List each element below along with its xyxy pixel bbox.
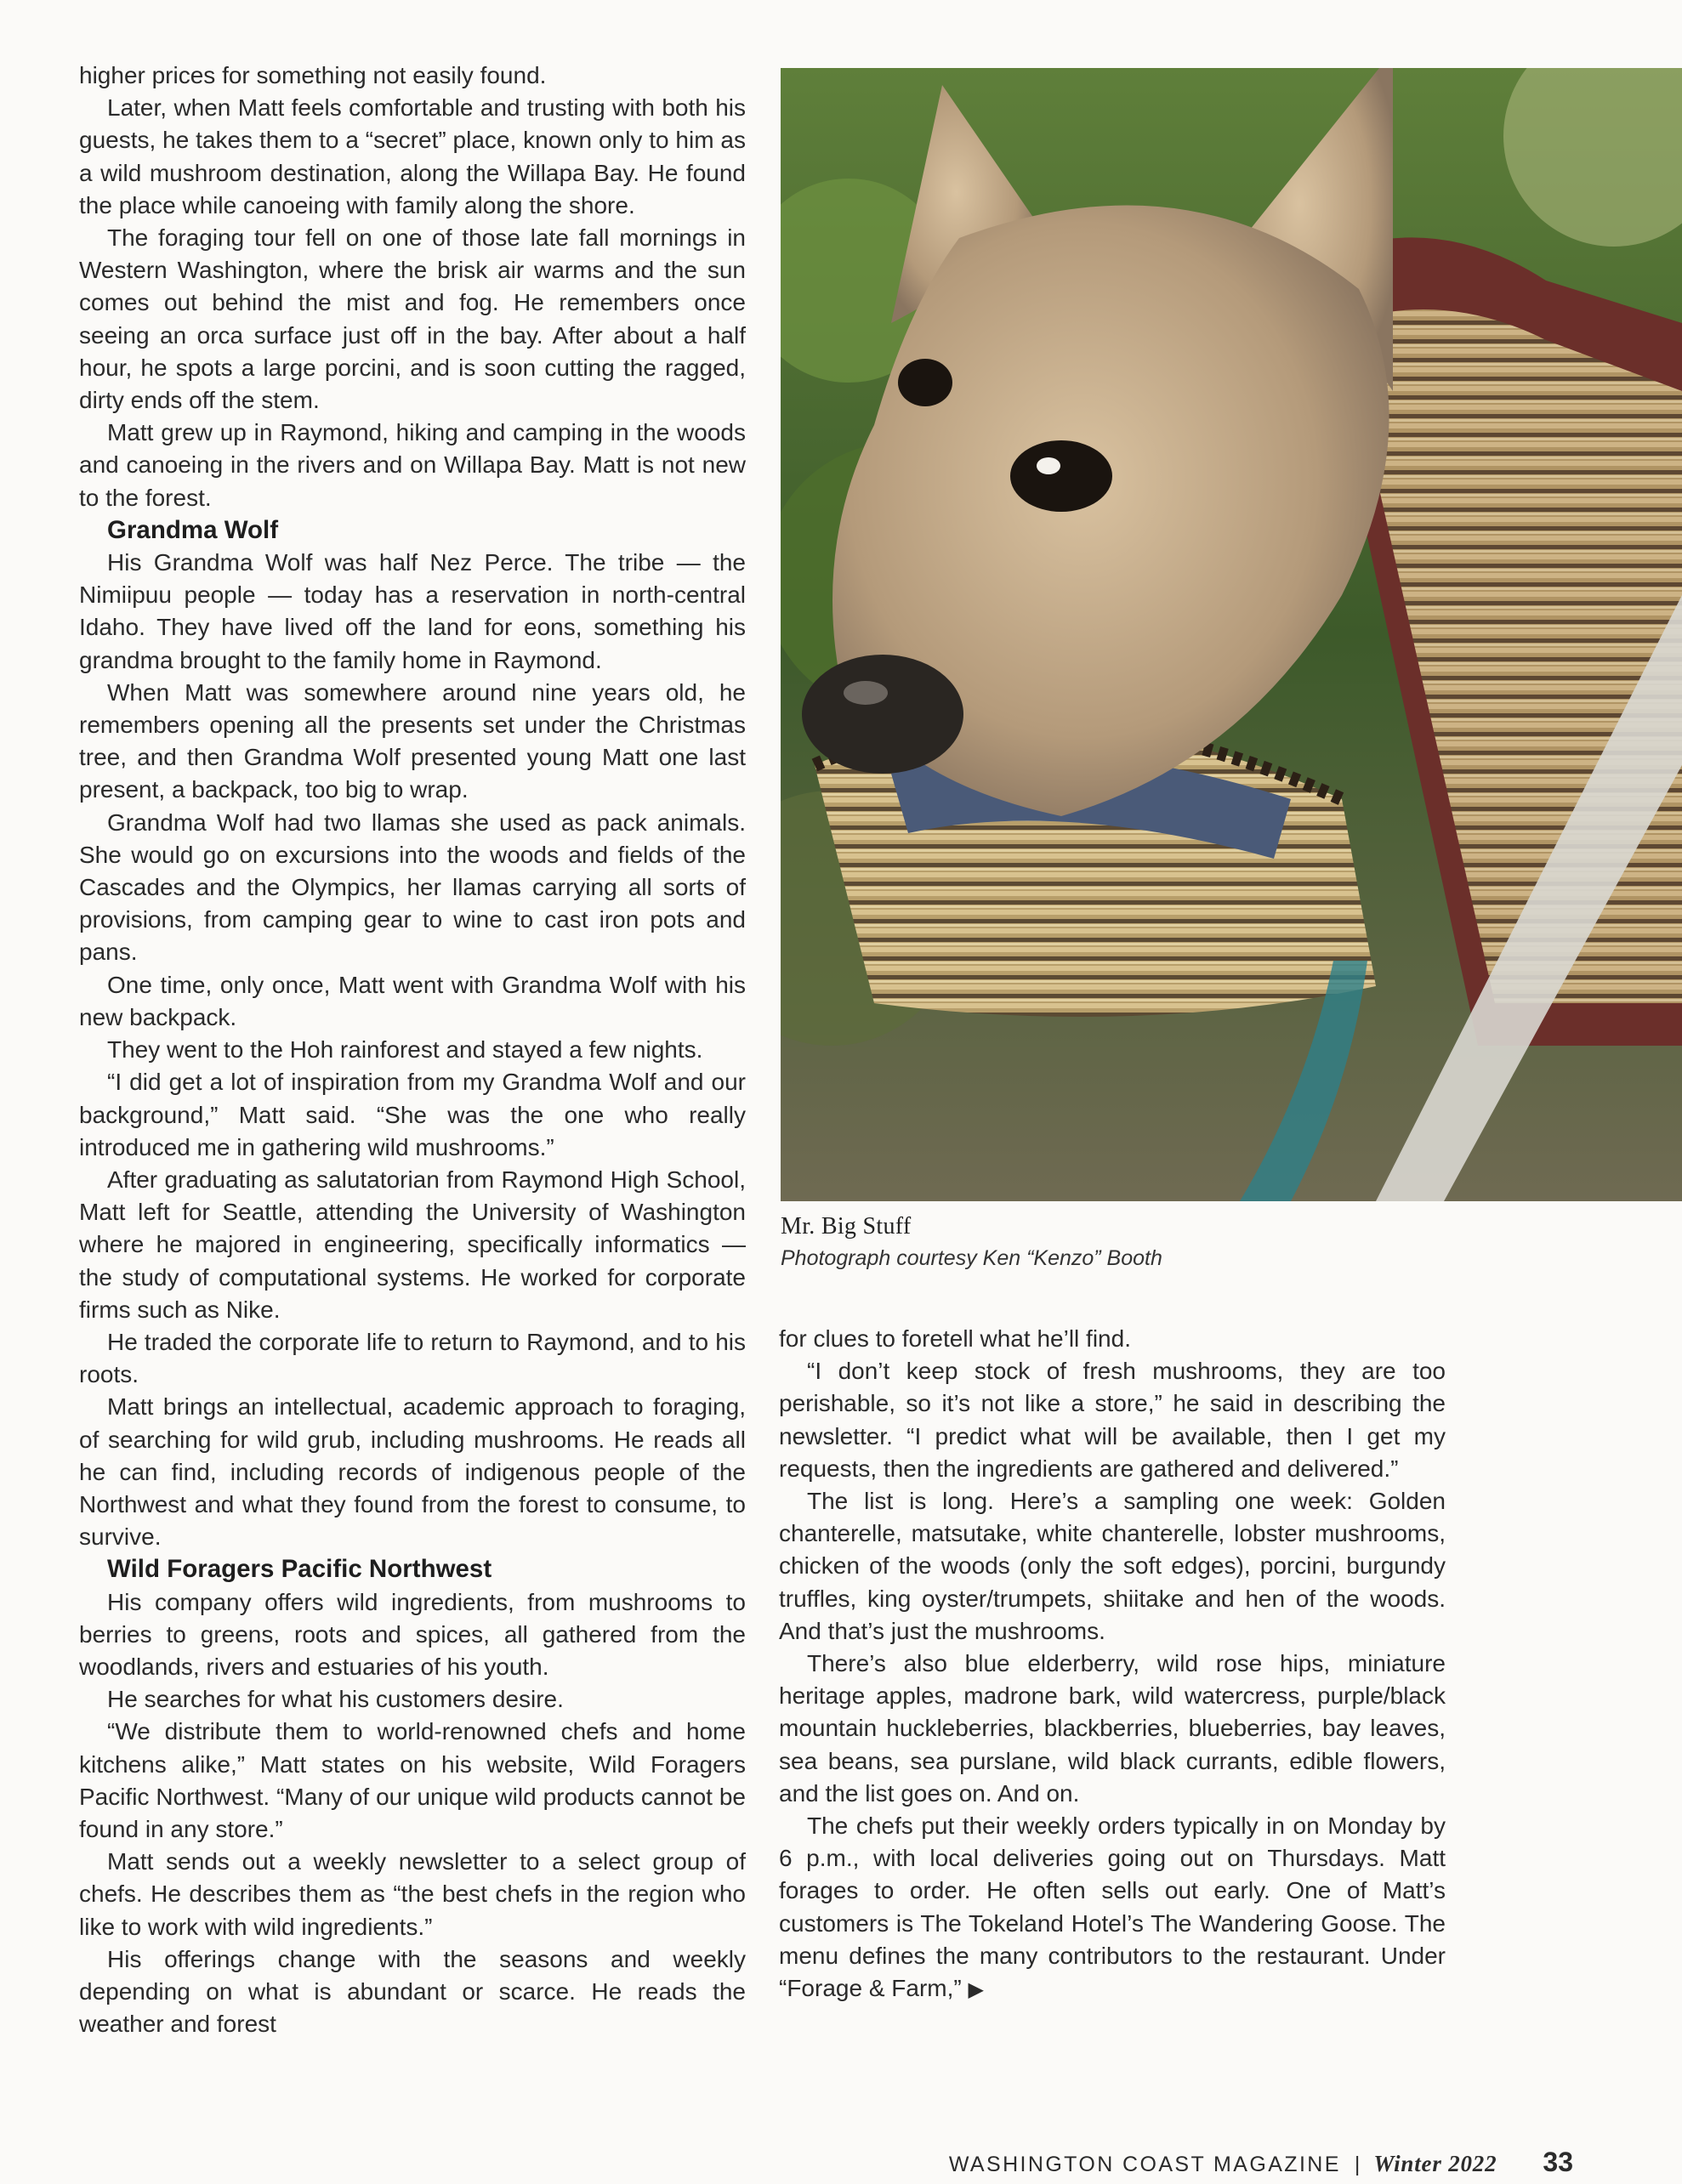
- paragraph: higher prices for something not easily found.: [79, 62, 547, 88]
- paragraph: Grandma Wolf had two llamas she used as pack animals. She would go on excursions into the woods and fields of the Cascades and the Olympics, her llamas carrying all sorts of provisions, from camping gear to wine to cast iron pots and pans.: [79, 808, 746, 966]
- paragraph: Later, when Matt feels comfortable and trusting with both his guests, he takes them to a “secret” place, known only to him as a wild mushroom destination, along the Willapa Bay. He found the place while canoeing with family along the shore.: [79, 94, 746, 218]
- continue-arrow-icon: ▶: [968, 1978, 984, 2002]
- paragraph: His company offers wild ingredients, from mushrooms to berries to greens, roots and spices, all gathered from the woodlands, rivers and estuaries of his youth.: [79, 1588, 746, 1680]
- paragraph: He traded the corporate life to return to Raymond, and to his roots.: [79, 1328, 746, 1388]
- right-article-column: [779, 1323, 1446, 2006]
- magazine-name: WASHINGTON COAST MAGAZINE: [948, 2153, 1341, 2176]
- footer-separator: |: [1354, 2153, 1361, 2176]
- paragraph: “I did get a lot of inspiration from my Grandma Wolf and our background,” Matt said. “She was the one who really introduced me in gathering wild mushrooms.”: [79, 1069, 746, 1160]
- paragraph: Matt brings an intellectual, academic approach to foraging, of searching for wild grub, including mushrooms. He reads all he can find, including records of indigenous people of the Northwest and what they found from the forest to consume, to survive.: [79, 1393, 746, 1551]
- paragraph: His Grandma Wolf was half Nez Perce. The tribe — the Nimiipuu people — today has a reservation in north-central Idaho. They have lived off the land for eons, something his grandma brought to the family home in Raymond.: [79, 549, 746, 673]
- photo-caption-title: Mr. Big Stuff: [781, 1213, 912, 1239]
- paragraph: “We distribute them to world-renowned chefs and home kitchens alike,” Matt states on his website, Wild Foragers Pacific Northwest. “Many of our unique wild products cannot be found in any store.”: [79, 1718, 746, 1842]
- paragraph: for clues to foretell what he’ll find.: [779, 1325, 1131, 1352]
- dog-in-basket-photo: [781, 68, 1682, 1201]
- page-number: 33: [1543, 2147, 1573, 2177]
- paragraph: After graduating as salutatorian from Raymond High School, Matt left for Seattle, attending the University of Washington where he majored in engineering, specifically informatics — the study of computational systems. He worked for corporate firms such as Nike.: [79, 1166, 746, 1323]
- paragraph: His offerings change with the seasons and weekly depending on what is abundant or scarce. He reads the weather and forest: [79, 1945, 746, 2038]
- page-footer: [940, 2147, 1573, 2184]
- paragraph: Matt grew up in Raymond, hiking and camping in the woods and canoeing in the rivers and on Willapa Bay. Matt is not new to the forest.: [79, 419, 746, 511]
- paragraph: “I don’t keep stock of fresh mushrooms, they are too perishable, so it’s not like a store,” he said in describing the newsletter. “I predict what will be available, then I get my requests, then the ingredients are gathered and delivered.”: [779, 1358, 1446, 1482]
- paragraph: They went to the Hoh rainforest and stayed a few nights.: [107, 1036, 703, 1064]
- paragraph: Matt sends out a weekly newsletter to a select group of chefs. He describes them as “the best chefs in the region who like to work with wild ingredients.”: [79, 1848, 746, 1940]
- section-heading: Grandma Wolf: [107, 515, 279, 544]
- paragraph: The foraging tour fell on one of those late fall mornings in Western Washington, where the brisk air warms and the sun comes out behind the mist and fog. He remembers once seeing an orca surface just off in the bay. After about a half hour, he spots a large porcini, and is soon cutting the ragged, dirty ends off the stem.: [79, 224, 746, 414]
- left-article-column: [79, 60, 746, 2040]
- dog-photo-illustration: [781, 68, 1682, 1201]
- issue-label: Winter 2022: [1373, 2151, 1497, 2176]
- paragraph-text: The chefs put their weekly orders typically in on Monday by 6 p.m., with local deliveries going out on Thursdays. Matt forages to order. He often sells out early. One of Matt’s customers is The Tokeland Hotel’s The Wandering Goose. The menu defines the many contributors to the restaurant. Under “Forage & Farm,”: [779, 1812, 1446, 2002]
- paragraph: There’s also blue elderberry, wild rose hips, miniature heritage apples, madrone bark, wild watercress, purple/black mountain huckleberries, blackberries, blueberries, bay leaves, sea beans, sea purslane, wild black currants, edible flowers, and the list goes on. And on.: [779, 1650, 1446, 1807]
- paragraph: The list is long. Here’s a sampling one week: Golden chanterelle, matsutake, white chanterelle, lobster mushrooms, chicken of the woods (only the soft edges), porcini, burgundy truffles, king oyster/trumpets, shiitake and hen of the woods. And that’s just the mushrooms.: [779, 1488, 1446, 1644]
- section-heading: Wild Foragers Pacific Northwest: [107, 1555, 492, 1584]
- paragraph: One time, only once, Matt went with Grandma Wolf with his new backpack.: [79, 971, 746, 1030]
- paragraph: [779, 1810, 1446, 2006]
- photo-credit: Photograph courtesy Ken “Kenzo” Booth: [781, 1246, 1162, 1270]
- paragraph: He searches for what his customers desire.: [107, 1686, 564, 1713]
- paragraph: When Matt was somewhere around nine years old, he remembers opening all the presents set under the Christmas tree, and then Grandma Wolf presented young Matt one last present, a backpack, too big to wrap.: [79, 678, 746, 803]
